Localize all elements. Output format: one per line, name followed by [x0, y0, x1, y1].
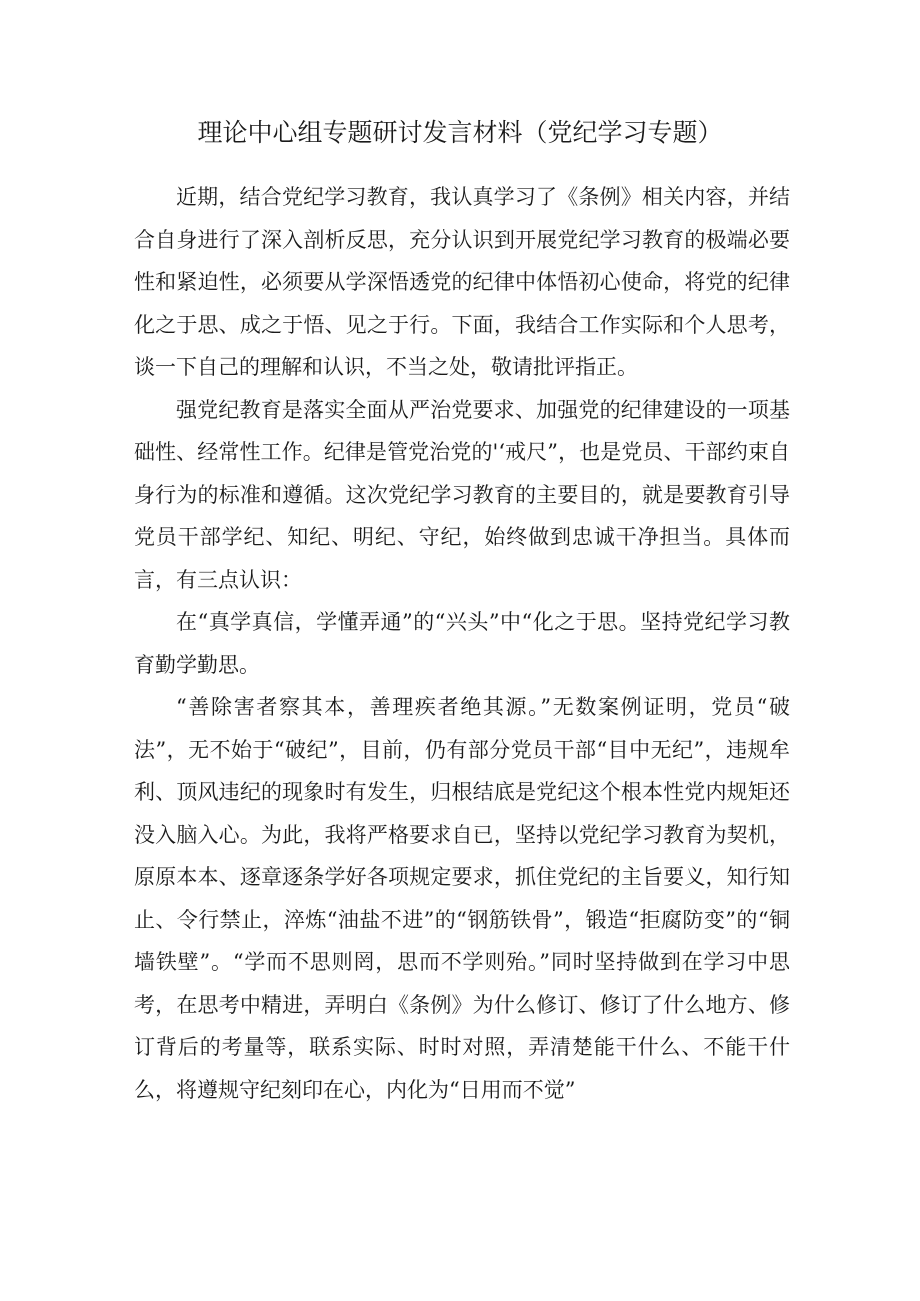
paragraph-point-one: 在“真学真信，学懂弄通”的“兴头”中“化之于思。坚持党纪学习教育勤学勤思。: [134, 610, 790, 677]
paragraph-point-one-detail: “善除害者察其本，善理疾者绝其源。”无数案例证明，党员“破法”，无不始于“破纪”，目前，仍有部分党员干部“目中无纪”，违规牟利、顶风违纪的现象时有发生，归根结底是党纪这个根本性党内规矩还没入脑入心。为此，我将严格要求自已，坚持以党纪学习教育为契机，原原本本、逐章逐条学好各项规定要求，抓住党纪的主旨要义，知行知止、令行禁止，淬炼“油盐不进”的“钢筋铁骨”，锻造“拒腐防变”的“铜墙铁壁”。“学而不思则罔，思而不学则殆。”同时坚持做到在学习中思考，在思考中精进，弄明白《条例》为什么修订、修订了什么地方、修订背后的考量等，联系实际、时时对照，弄清楚能干什么、不能干什么，将遵规守纪刻印在心，内化为“日用而不觉”: [134, 695, 790, 1102]
document-body: [134, 176, 790, 1111]
paragraph-intro: 近期，结合党纪学习教育，我认真学习了《条例》相关内容，并结合自身进行了深入剖析反思，充分认识到开展党纪学习教育的极端必要性和紧迫性，必须要从学深悟透党的纪律中体悟初心使命，将党的纪律化之于思、成之于悟、见之于行。下面，我结合工作实际和个人思考，谈一下自己的理解和认识，不当之处，敬请批评指正。: [134, 185, 790, 379]
paragraph-discipline-education: 强党纪教育是落实全面从严治党要求、加强党的纪律建设的一项基础性、经常性工作。纪律是管党治党的'‘戒尺”，也是党员、干部约束自身行为的标准和遵循。这次党纪学习教育的主要目的，就是要教育引导党员干部学纪、知纪、明纪、守纪，始终做到忠诚干净担当。具体而言，有三点认识：: [134, 397, 790, 592]
document-title: 理论中心组专题研讨发言材料（党纪学习专题）: [197, 118, 723, 147]
